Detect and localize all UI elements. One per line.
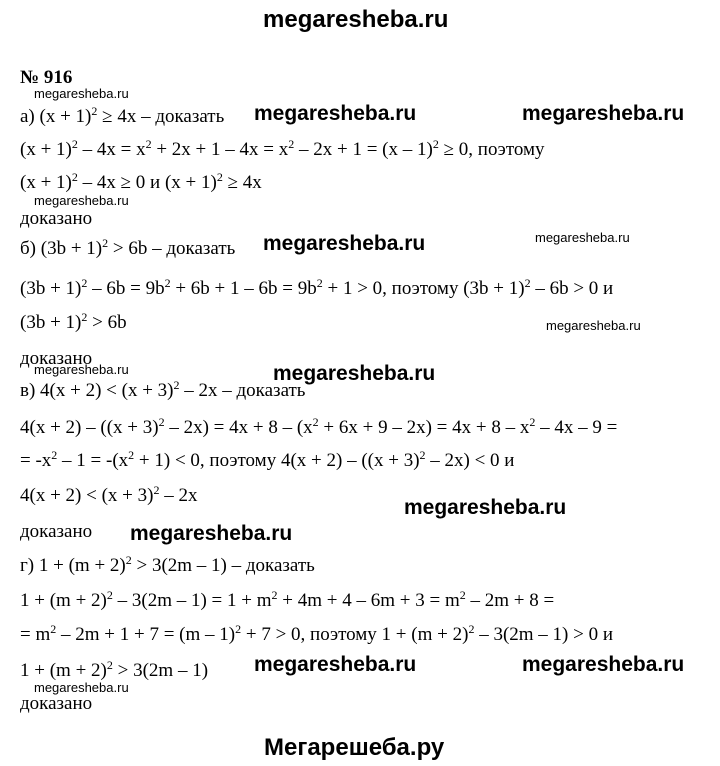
math-text: – 2x + 1 = (x – 1) xyxy=(294,139,433,160)
exponent: 2 xyxy=(235,622,242,636)
math-text: – 1 = -(x xyxy=(57,450,129,471)
math-text: – 2m + 1 + 7 = (m – 1) xyxy=(56,624,236,645)
exponent: 2 xyxy=(71,137,78,151)
watermark-text: megaresheba.ru xyxy=(254,653,417,676)
exponent: 2 xyxy=(50,622,57,636)
watermark-text: megaresheba.ru xyxy=(34,362,129,377)
watermark-text: megaresheba.ru xyxy=(34,193,129,208)
solution-line xyxy=(20,172,262,194)
exponent: 2 xyxy=(128,448,135,462)
math-text: б) (3b + 1) xyxy=(20,238,103,259)
exponent: 2 xyxy=(312,415,319,429)
watermark-text: megaresheba.ru xyxy=(34,680,129,695)
math-text: – 2m + 8 = xyxy=(465,590,555,611)
math-text: – 3(2m – 1) > 0 и xyxy=(474,624,614,645)
exponent: 2 xyxy=(459,588,466,602)
exponent: 2 xyxy=(316,276,323,290)
solution-line xyxy=(20,590,554,612)
watermark-text: megaresheba.ru xyxy=(522,102,685,125)
solution-line xyxy=(20,555,315,577)
math-text: доказано xyxy=(20,521,93,542)
exponent: 2 xyxy=(81,276,88,290)
math-text: – 4x – 9 = xyxy=(535,417,618,438)
math-text: 1 + (m + 2) xyxy=(20,590,107,611)
exponent: 2 xyxy=(51,448,58,462)
math-text: > 6b xyxy=(87,312,127,333)
exponent: 2 xyxy=(216,170,223,184)
exponent: 2 xyxy=(71,170,78,184)
site-header: megaresheba.ru xyxy=(263,6,449,33)
exponent: 2 xyxy=(102,236,109,250)
exponent: 2 xyxy=(529,415,536,429)
solution-line xyxy=(20,380,305,402)
exponent: 2 xyxy=(158,415,165,429)
math-text: (x + 1) xyxy=(20,139,72,160)
math-text: ≥ 0, поэтому xyxy=(438,139,545,160)
math-text: – 2x) < 0 и xyxy=(425,450,515,471)
math-text: доказано xyxy=(20,208,93,229)
math-text: > 3(2m – 1) xyxy=(112,660,209,681)
math-text: – 3(2m – 1) = 1 + m xyxy=(112,590,272,611)
exponent: 2 xyxy=(271,588,278,602)
math-text: – 2x – доказать xyxy=(179,380,306,401)
exponent: 2 xyxy=(524,276,531,290)
math-text: + 6b + 1 – 6b = 9b xyxy=(170,278,317,299)
solution-line xyxy=(20,278,613,300)
math-text: доказано xyxy=(20,348,93,369)
watermark-text: megaresheba.ru xyxy=(263,232,426,255)
solution-line xyxy=(20,693,92,715)
solution-line xyxy=(20,139,545,161)
math-text: 1 + (m + 2) xyxy=(20,660,107,681)
math-text: + 1 > 0, поэтому (3b + 1) xyxy=(322,278,525,299)
watermark-text: megaresheba.ru xyxy=(130,522,293,545)
math-text: г) 1 + (m + 2) xyxy=(20,555,126,576)
solution-line xyxy=(20,238,235,260)
exponent: 2 xyxy=(173,378,180,392)
solution-line xyxy=(20,485,197,507)
math-text: – 6b = 9b xyxy=(87,278,165,299)
math-text: + 1) < 0, поэтому 4(x + 2) – ((x + 3) xyxy=(134,450,420,471)
watermark-text: megaresheba.ru xyxy=(522,653,685,676)
exponent: 2 xyxy=(164,276,171,290)
math-text: – 6b > 0 и xyxy=(530,278,614,299)
watermark-text: megaresheba.ru xyxy=(34,86,129,101)
exponent: 2 xyxy=(106,658,113,672)
math-text: – 4x ≥ 0 и (x + 1) xyxy=(77,172,217,193)
exponent: 2 xyxy=(91,104,98,118)
watermark-text: megaresheba.ru xyxy=(535,230,630,245)
math-text: а) (x + 1) xyxy=(20,106,92,127)
math-text: (3b + 1) xyxy=(20,312,82,333)
math-text: (x + 1) xyxy=(20,172,72,193)
math-text: доказано xyxy=(20,693,93,714)
exponent: 2 xyxy=(468,622,475,636)
solution-line xyxy=(20,624,613,646)
watermark-text: megaresheba.ru xyxy=(254,102,417,125)
solution-line xyxy=(20,660,208,682)
math-text: – 4x = x xyxy=(77,139,146,160)
site-footer: Мегарешеба.ру xyxy=(264,734,445,761)
math-text: в) 4(x + 2) < (x + 3) xyxy=(20,380,174,401)
solution-line xyxy=(20,521,92,543)
solution-line xyxy=(20,417,617,439)
math-text: 4(x + 2) < (x + 3) xyxy=(20,485,154,506)
math-text: + 6x + 9 – 2x) = 4x + 8 – x xyxy=(318,417,530,438)
math-text: > 6b – доказать xyxy=(108,238,236,259)
math-text: + 7 > 0, поэтому 1 + (m + 2) xyxy=(241,624,469,645)
math-text: ≥ 4x xyxy=(222,172,262,193)
math-text: > 3(2m – 1) – доказать xyxy=(131,555,315,576)
solution-line xyxy=(20,208,92,230)
math-text: = -x xyxy=(20,450,52,471)
math-text: ≥ 4x – доказать xyxy=(97,106,225,127)
solution-line xyxy=(20,312,127,334)
exponent: 2 xyxy=(125,553,132,567)
problem-number: № 916 xyxy=(20,67,73,88)
exponent: 2 xyxy=(106,588,113,602)
watermark-text: megaresheba.ru xyxy=(546,318,641,333)
math-text: 4(x + 2) – ((x + 3) xyxy=(20,417,159,438)
solution-line xyxy=(20,106,224,128)
exponent: 2 xyxy=(288,137,295,151)
math-text: + 4m + 4 – 6m + 3 = m xyxy=(277,590,460,611)
exponent: 2 xyxy=(432,137,439,151)
exponent: 2 xyxy=(419,448,426,462)
math-text: = m xyxy=(20,624,51,645)
exponent: 2 xyxy=(153,483,160,497)
math-text: – 2x xyxy=(159,485,198,506)
math-text: – 2x) = 4x + 8 – (x xyxy=(164,417,313,438)
watermark-text: megaresheba.ru xyxy=(273,362,436,385)
math-text: (3b + 1) xyxy=(20,278,82,299)
watermark-text: megaresheba.ru xyxy=(404,496,567,519)
exponent: 2 xyxy=(81,310,88,324)
solution-line xyxy=(20,450,514,472)
exponent: 2 xyxy=(145,137,152,151)
math-text: + 2x + 1 – 4x = x xyxy=(151,139,289,160)
